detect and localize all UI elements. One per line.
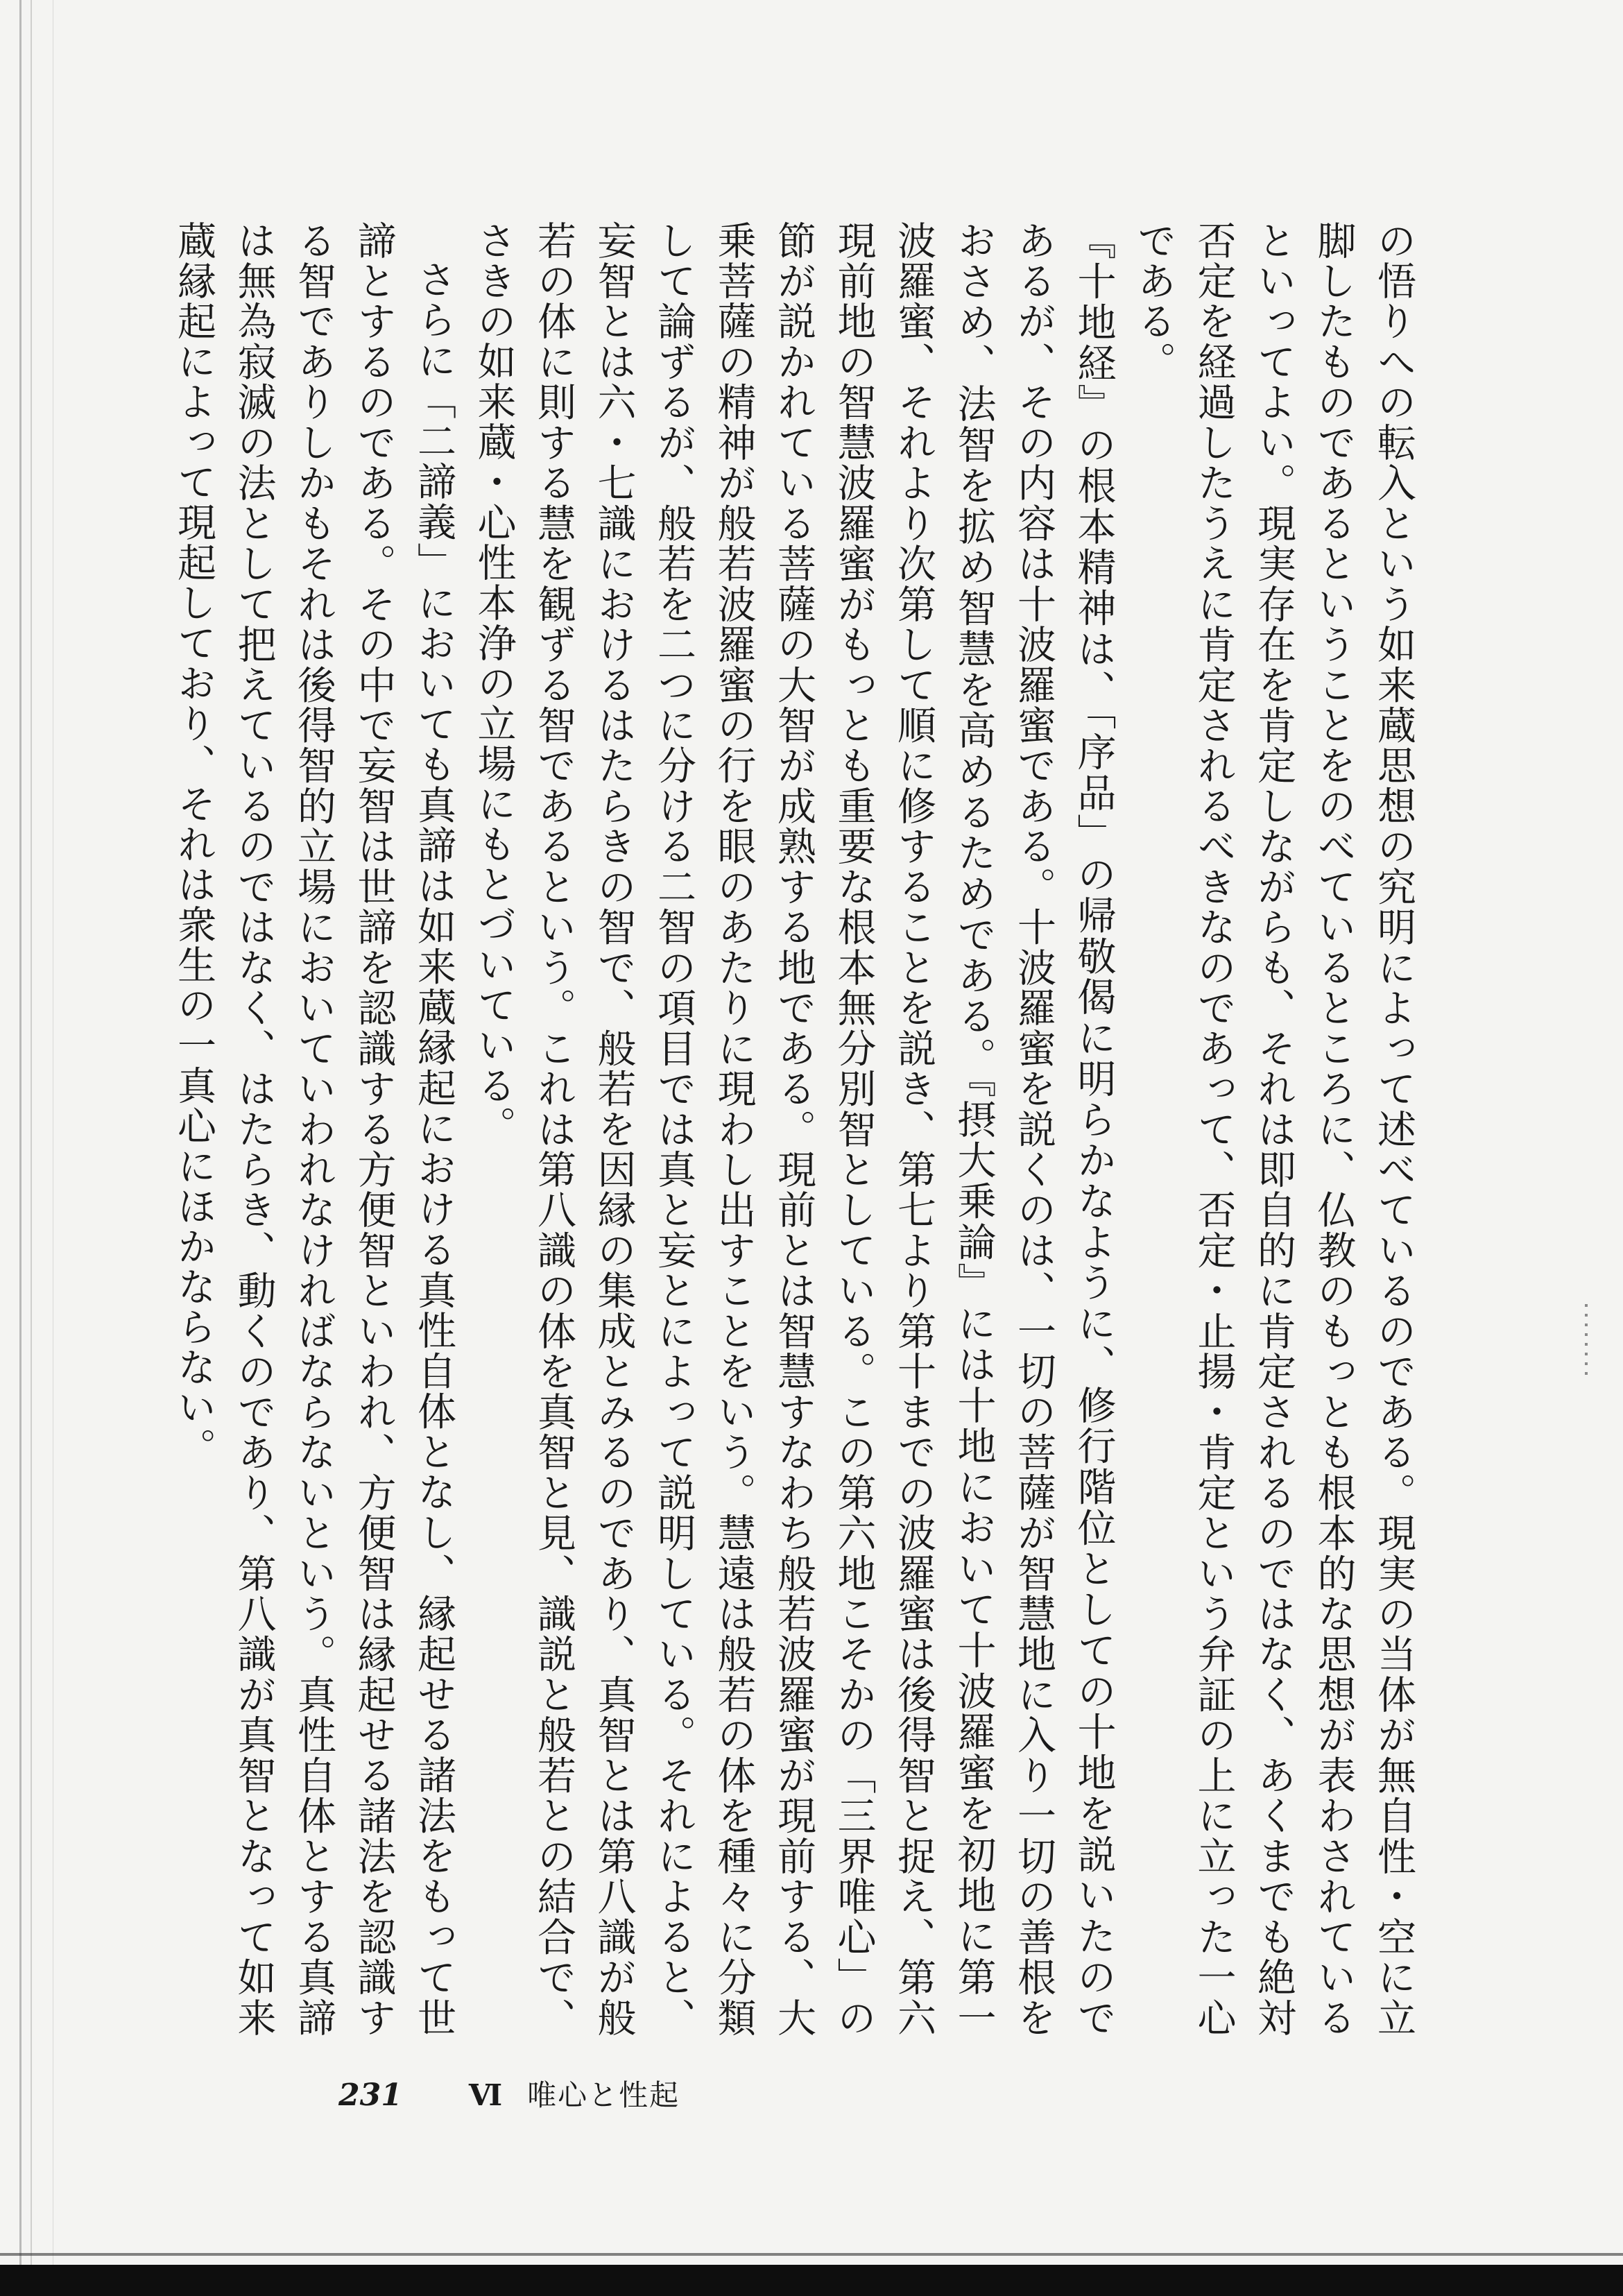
paragraph-1: の悟りへの転入という如来蔵思想の究明によって述べているのである。現実の当体が無自性・空に立脚したものであるということをのべているところに、仏教のもっとも根本的な思想が表わされているといってよい。現実存在を肯定しながらも、それは即自的に肯定されるのではなく、あくまでも絶対否定を経過したうえに肯定されるべきなのであって、否定・止揚・肯定という弁証の上に立った一心である。 <box>1131 221 1416 2038</box>
page-footer <box>338 2073 680 2114</box>
page-number: 231 <box>338 2077 402 2113</box>
chapter-title: 唯心と性起 <box>527 2078 680 2112</box>
vertical-text-body <box>133 221 1423 2038</box>
scan-bottom-edge <box>0 2265 1623 2296</box>
scan-margin-line <box>19 0 22 2296</box>
scan-bottom-line <box>0 2253 1623 2256</box>
scan-margin-line <box>31 0 32 2296</box>
chapter-number: Ⅵ <box>468 2080 503 2112</box>
paragraph-3: さらに「二諦義」においても真諦は如来蔵縁起における真性自体となし、縁起せる諸法をもって世諦とするのである。その中で妄智は世諦を認識する方便智といわれ、方便智は縁起せる諸法を認識する智でありしかもそれは後得智的立場においていわれなければならないという。真性自体とする真諦は無為寂滅の法として把えているのではなく、はたらき、動くのであり、第八識が真智となって如来蔵縁起によって現起しており、それは衆生の一真心にほかならない。 <box>171 221 456 2038</box>
scan-speck-marks <box>1585 1304 1588 1380</box>
paragraph-2: 『十地経』の根本精神は、「序品」の帰敬偈に明らかなように、修行階位としての十地を説いたのであるが、その内容は十波羅蜜である。十波羅蜜を説くのは、一切の菩薩が智慧地に入り一切の善根をおさめ、法智を拡め智慧を高めるためである。『摂大乗論』には十地において十波羅蜜を初地に第一波羅蜜、それより次第して順に修することを説き、第七より第十までの波羅蜜は後得智と捉え、第六現前地の智慧波羅蜜がもっとも重要な根本無分別智としている。この第六地こそかの「三界唯心」の節が説かれている菩薩の大智が成熟する地である。現前とは智慧すなわち般若波羅蜜が現前する、大乗菩薩の精神が般若波羅蜜の行を眼のあたりに現わし出すことをいう。慧遠は般若の体を種々に分類して論ずるが、般若を二つに分ける二智の項目では真と妄とによって説明している。それによると、妄智とは六・七識におけるはたらきの智で、般若を因縁の集成とみるのであり、真智とは第八識が般若の体に則する慧を観ずる智であるという。これは第八識の体を真智と見、識説と般若との結合で、さきの如来蔵・心性本浄の立場にもとづいている。 <box>471 221 1117 2038</box>
